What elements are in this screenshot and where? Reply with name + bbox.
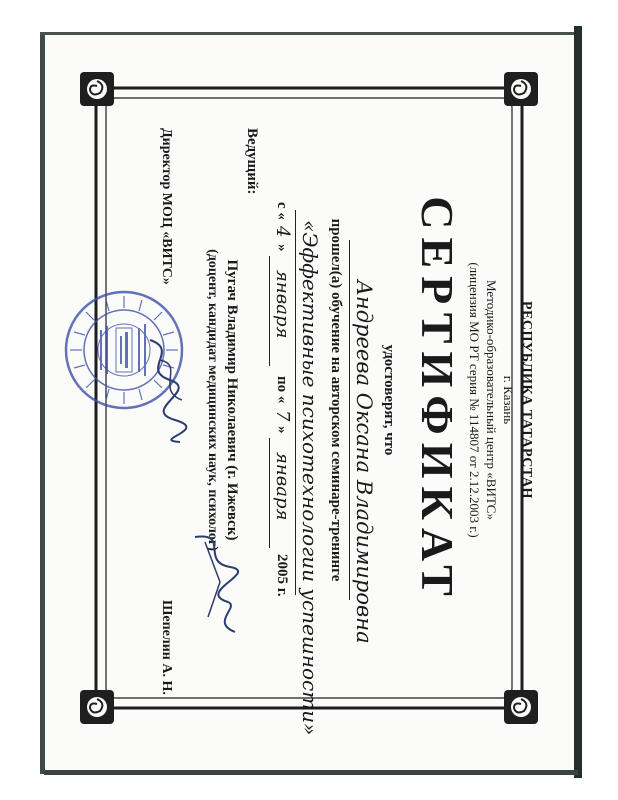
completed-text: прошел(а) обучение на авторском семинаре-тренинге: [328, 218, 344, 582]
date-prefix: с «: [274, 202, 290, 220]
host-label: Ведущий:: [244, 128, 260, 195]
license-info: (лицензия МО РТ серия № 114807 от 2.12.2003 г.): [467, 262, 482, 538]
director-signature: [130, 330, 200, 450]
director-label: Директор МОЦ «ВИТС»: [159, 128, 174, 285]
host-credentials: (доцент, кандидат медицинских наук, психолог): [205, 249, 220, 551]
host-name: Пугач Владимир Николаевич (г. Ижевск): [224, 259, 240, 541]
start-day: 4: [272, 226, 293, 238]
director-name: Шепелин А. Н.: [159, 600, 174, 695]
year-label: 2005 г.: [274, 554, 290, 597]
region-heading: РЕСПУБЛИКА ТАТАРСТАН: [519, 301, 534, 499]
end-month: января: [272, 452, 293, 521]
start-month: января: [272, 270, 293, 339]
certificate-title: СЕРТИФИКАТ: [412, 196, 463, 604]
seminar-underline: [295, 210, 296, 595]
end-day: 7: [272, 410, 293, 422]
start-month-underline: [269, 256, 270, 366]
date-po: по «: [274, 376, 290, 404]
end-close-quote: »: [274, 426, 290, 434]
city-label: г. Казань: [501, 375, 516, 425]
end-month-underline: [269, 438, 270, 548]
host-signature: [180, 522, 250, 642]
certifies-text: удостоверят, что: [381, 344, 397, 456]
recipient-name: Андреева Оксана Владимировна: [352, 280, 376, 644]
center-name: Методико-образовательный центр «ВИТС»: [484, 280, 499, 520]
start-close-quote: »: [274, 244, 290, 252]
recipient-underline: [349, 240, 350, 600]
seminar-title: «Эффективные психотехнологии успешности»: [298, 220, 322, 736]
